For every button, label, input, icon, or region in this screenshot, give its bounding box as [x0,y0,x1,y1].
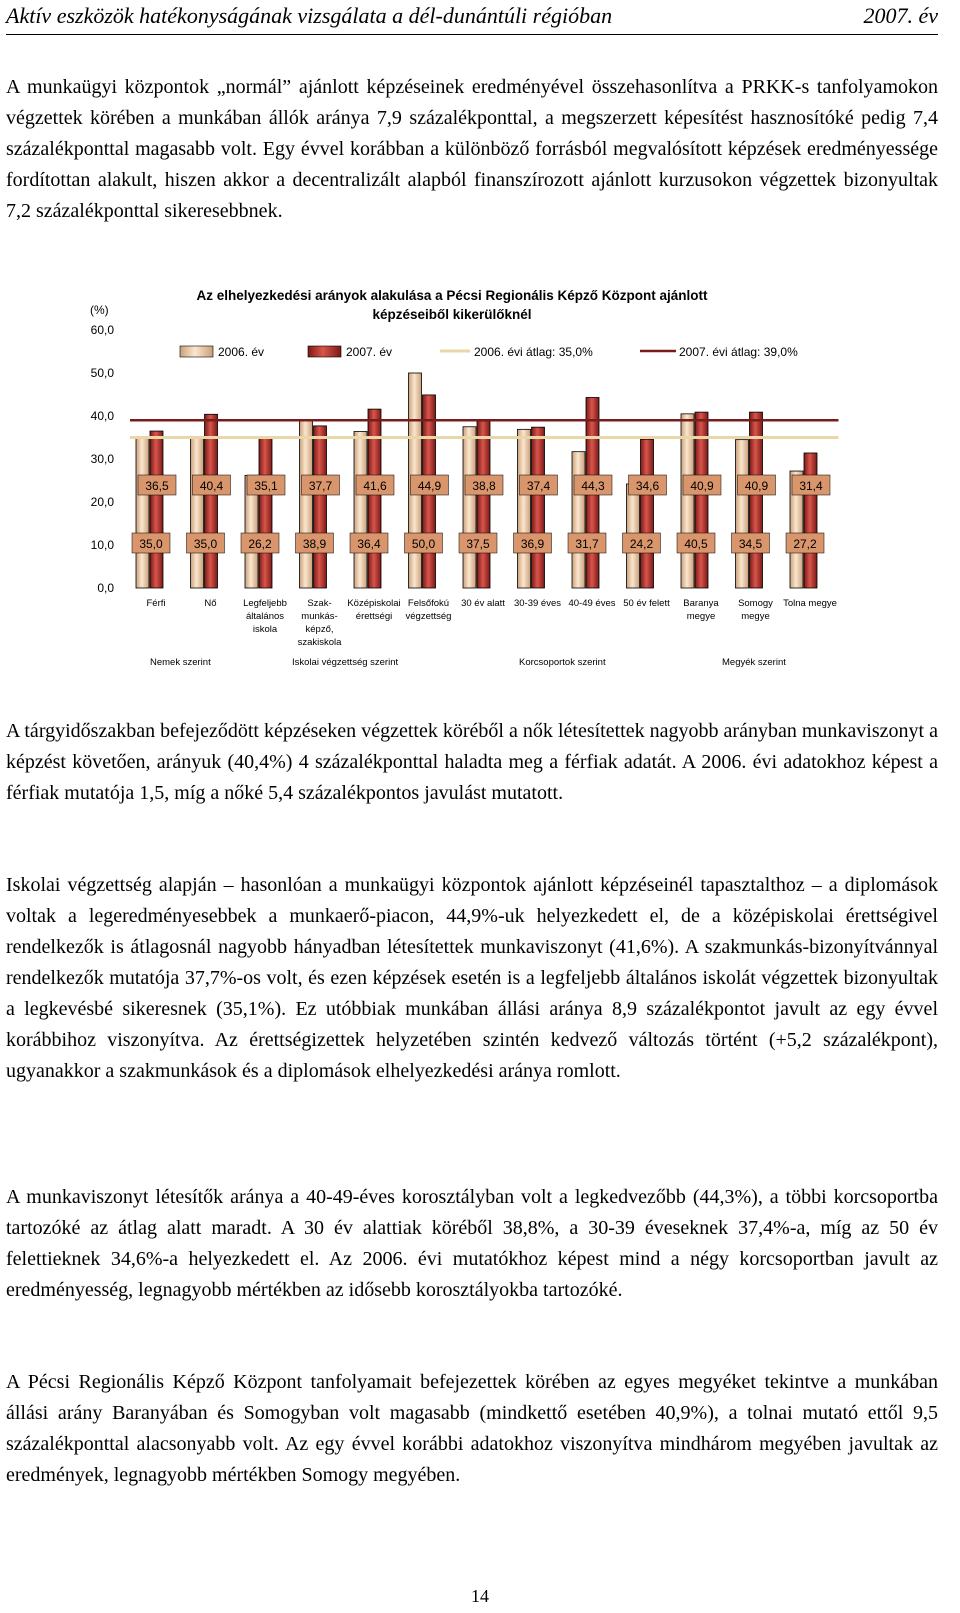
category-label: általános [245,611,285,622]
bar-2006 [354,431,367,588]
data-label-2006: 35,0 [139,537,163,551]
bar-2007 [477,421,490,588]
bar-2007 [259,437,272,588]
bar-2006 [300,421,313,588]
legend-label-avg-2007: 2007. évi átlag: 39,0% [679,345,798,359]
category-label: 50 év felett [623,598,670,609]
category-label: megye [686,611,716,622]
category-label: megye [741,611,770,622]
category-label: szakiskola [297,637,342,648]
category-label: végzettség [405,611,452,622]
category-label: Baranya [683,598,719,609]
paragraph-4: A munkaviszonyt létesítők aránya a 40-49-éves korosztályban volt a legkedvezőbb (44,3%), a többi korcsoportba tartozóké az átlag alatt maradt. A 30 év alattiak köréből 38,8%, a 30-39 éveseknek 37,4%-a, míg az 50 év felettieknek 34,6%-a helyezkedett el. Az 2006. évi mutatókhoz képest mind a négy korcsoportban javult az eredményesség, legnagyobb mértékben az idősebb korosztályokba tartozóké. [6,1186,938,1301]
category-label: Szak- [307,598,332,609]
data-label-2007: 36,5 [145,479,169,493]
bar-2006 [681,414,694,588]
data-label-2007: 37,4 [526,479,551,493]
data-label-2006: 50,0 [411,537,436,551]
category-label: 30-39 éves [513,598,562,609]
bar-2007 [804,453,817,588]
data-label-2006: 36,9 [520,537,545,551]
category-label: Tolna megye [783,598,837,609]
running-header [6,0,938,35]
y-tick-label: 10,0 [90,538,114,552]
data-label-2006: 35,0 [193,537,218,551]
bar-2007 [205,414,218,588]
bar-2006 [463,427,476,588]
chart-title-line-1: Az elhelyezkedési arányok alakulása a Pécsi Regionális Képző Központ ajánlott [196,288,708,303]
y-tick-label: 30,0 [90,452,114,466]
y-tick-label: 40,0 [90,409,114,423]
bar-2006 [572,452,585,588]
category-group-label: Nemek szerint [150,657,211,668]
bar-2007 [314,426,327,588]
data-label-2007: 40,4 [199,479,224,493]
bar-2006 [518,429,531,588]
bar-2006 [191,438,204,589]
category-label: Somogy [738,598,773,609]
data-label-2006: 24,2 [629,537,654,551]
legend-label-2006: 2006. év [218,345,265,359]
data-label-2006: 26,2 [248,537,272,551]
legend-swatch-2006 [180,346,213,357]
legend-label-avg-2006: 2006. évi átlag: 35,0% [474,345,593,359]
y-tick-label: 20,0 [90,495,114,509]
bar-2007 [150,431,163,588]
paragraph-5: A Pécsi Regionális Képző Központ tanfolyamait befejezettek körében az egyes megyéket tekintve a munkában állási arány Baranyában és Somogyban volt magasabb (mindkettő esetében 40,9%), a tolnai mutató ettől 9,5 százalékponttal alacsonyabb volt. Az egy évvel korábbi adatokhoz viszonyítva mindhárom megyében javultak az eredmények, legnagyobb mértékben Somogy megyében. [6,1371,938,1486]
data-label-2007: 40,9 [744,479,769,493]
chart-title-line-2: képzéseiből kikerülőknél [372,307,532,322]
category-group-label: Korcsoportok szerint [519,657,606,668]
category-label: képző, [305,624,334,635]
data-label-2007: 44,9 [417,479,442,493]
data-label-2006: 31,7 [575,537,599,551]
data-label-2007: 37,7 [308,479,333,493]
bar-2006 [136,438,149,589]
paragraph-1: A munkaügyi központok „normál” ajánlott képzéseinek eredményével összehasonlítva a PRKK-s tanfolyamokon végzettek körében a munkában állók aránya 7,9 százalékponttal, a megszerzett képesítést hasznosítóké pedig 7,4 százalékponttal magasabb volt. Egy évvel korábban a különböző forrásból megvalósított képzések eredményessége fordítottan alakult, hiszen akkor a decentralizált alapból finanszírozott ajánlott kurzusokon végzettek bizonyultak 7,2 százalékponttal sikeresebbnek. [6,76,938,222]
data-label-2006: 27,2 [793,537,817,551]
category-label: 30 év alatt [461,598,505,609]
data-label-2007: 38,8 [472,479,496,493]
y-tick-label: 60,0 [90,323,114,337]
paragraph-3: Iskolai végzettség alapján – hasonlóan a munkaügyi központok ajánlott képzéseinél tapasztalthoz – a diplomások voltak a legeredményesebbek a munkaerő-piacon, 44,9%-uk helyezkedett el, de a középiskolai érettségivel rendelkezők is átlagosnál nagyobb hányadban létesítettek munkaviszonyt (41,6%). A szakmunkás-bizonyítvánnyal rendelkezők mutatója 37,7%-os volt, és ezen képzések esetén is a legfeljebb általános iskolát végzettek bizonyultak a legkevésbé sikeresnek (35,1%). Ez utóbbiak munkában állási aránya 8,9 százalékpontot javult az egy évvel korábbihoz viszonyítva. Az érettségizettek helyzetében szintén kedvező változás történt (+5,2 százalékpont), ugyanakkor a szakmunkások és a diplomások elhelyezkedési aránya romlott. [6,874,938,1082]
data-label-2007: 34,6 [635,479,660,493]
y-axis-unit-label: (%) [90,303,109,317]
data-label-2007: 31,4 [799,479,823,493]
category-label: 40-49 éves [568,598,616,609]
data-label-2006: 37,5 [466,537,490,551]
data-label-2006: 36,4 [357,537,381,551]
bar-2006 [736,440,749,588]
header-title: Aktív eszközök hatékonyságának vizsgálata a dél-dunántúli régióban [6,3,613,28]
page-number: 14 [471,1586,489,1606]
bar-2007 [368,409,381,588]
data-label-2007: 44,3 [581,479,605,493]
category-label: munkás- [301,611,338,622]
category-label: Legfeljebb [243,598,287,609]
employment-rate-bar-chart [0,280,960,680]
category-label: Felsőfokú [407,598,450,609]
data-label-2006: 34,5 [738,537,763,551]
data-label-2006: 40,5 [684,537,708,551]
legend-label-2007: 2007. év [346,345,393,359]
bar-2007 [641,439,654,588]
category-label: Nő [204,598,217,609]
data-label-2006: 38,9 [302,537,327,551]
data-label-2007: 35,1 [254,479,278,493]
category-label: érettségi [355,611,393,622]
y-tick-label: 0,0 [97,581,114,595]
bar-2007 [532,427,545,588]
y-tick-label: 50,0 [90,366,114,380]
data-label-2007: 40,9 [690,479,714,493]
legend-swatch-2007 [308,346,341,357]
category-label: Férfi [146,598,166,609]
category-label: Középiskolai [347,598,401,609]
paragraph-2: A tárgyidőszakban befejeződött képzéseken végzettek köréből a nők létesítettek nagyobb arányban munkaviszonyt a képzést követően, arányuk (40,4%) 4 százalékponttal haladta meg a férfiak adatát. A 2006. évi adatokhoz képest a férfiak mutatója 1,5, míg a nőké 5,4 százalékpontos javulást mutatott. [6,720,938,804]
data-label-2007: 41,6 [363,479,387,493]
category-group-label: Iskolai végzettség szerint [292,657,399,668]
category-group-label: Megyék szerint [722,657,786,668]
header-year: 2007. év [863,3,938,28]
category-label: iskola [252,624,278,635]
